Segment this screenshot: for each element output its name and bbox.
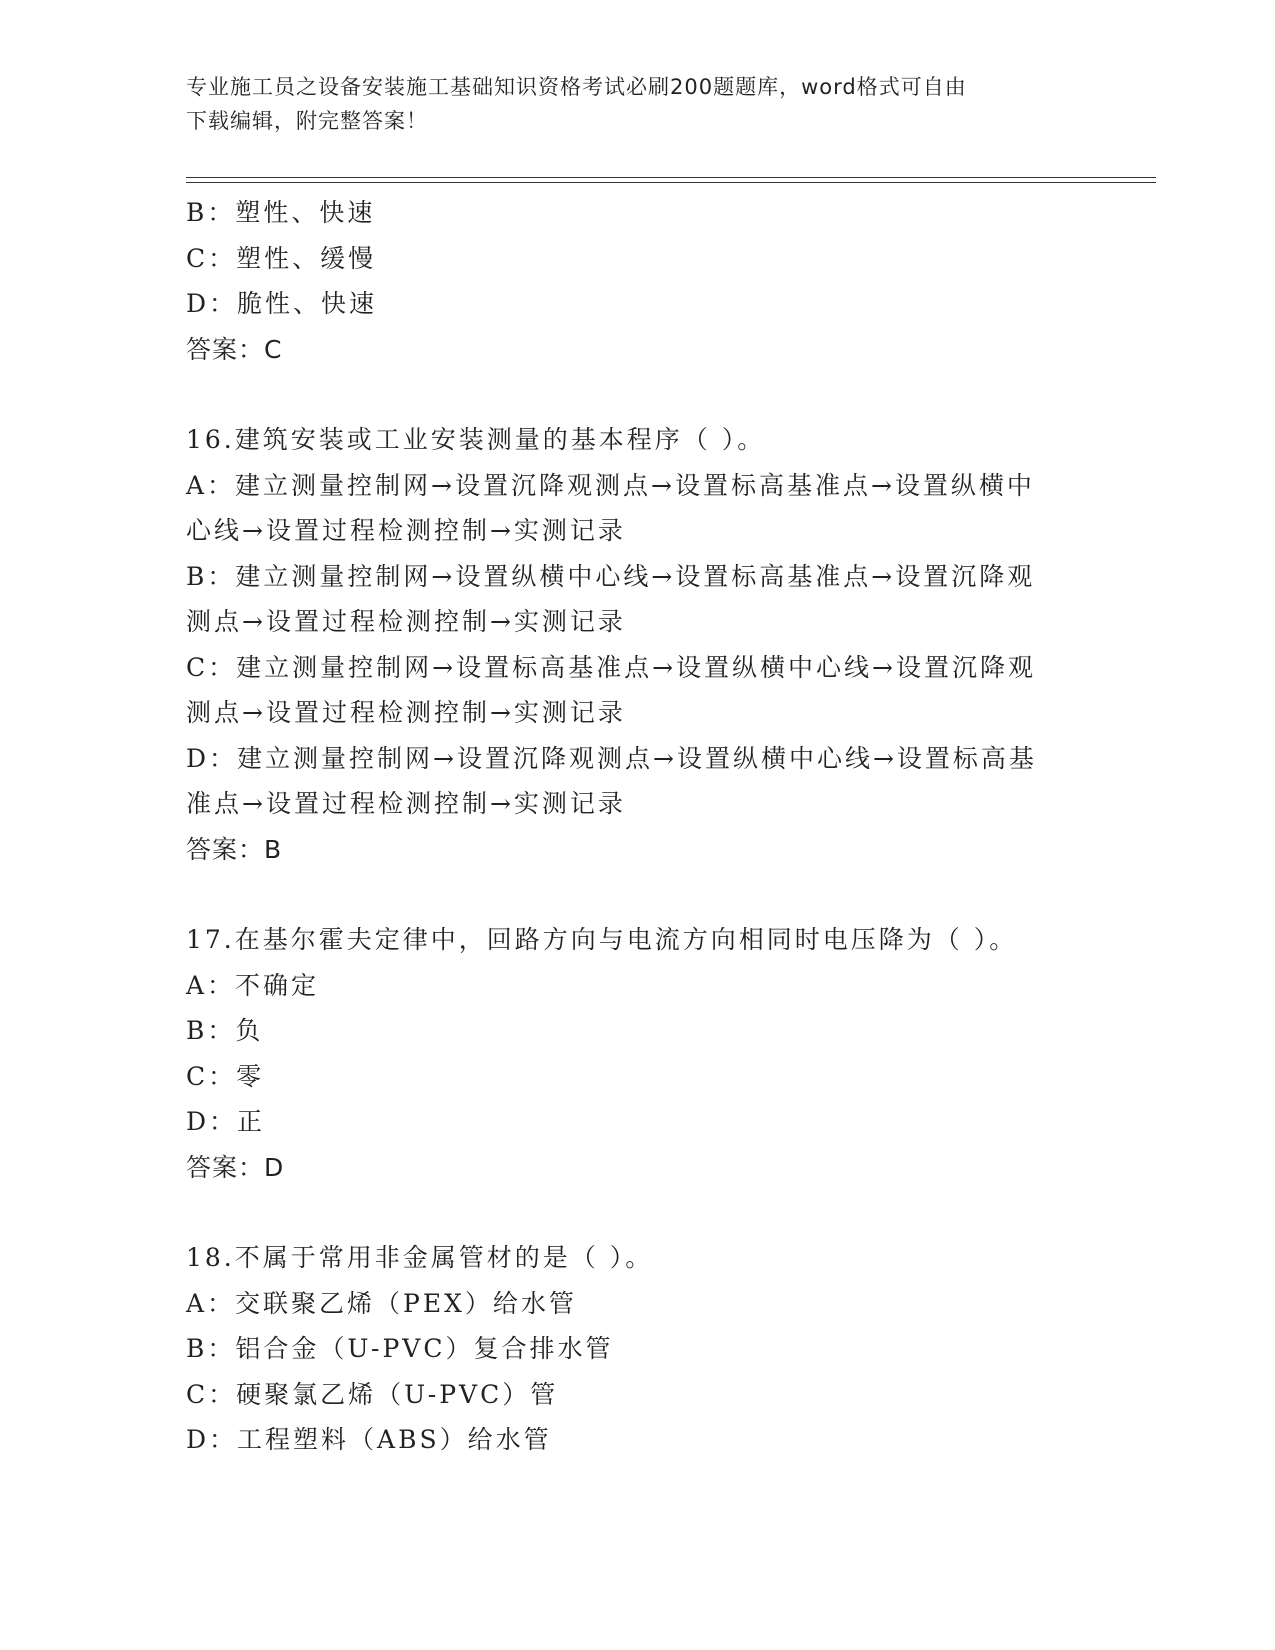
spacer — [186, 872, 1086, 917]
option-d: D：脆性、快速 — [186, 289, 378, 318]
spacer — [186, 372, 1086, 417]
document-header — [186, 70, 1086, 138]
document-body — [186, 190, 1086, 1463]
question-17-block — [186, 917, 1086, 1190]
question-stem: 18.不属于常用非金属管材的是（ ）。 — [186, 1243, 654, 1272]
header-divider-top — [186, 177, 1156, 178]
option-d: D：工程塑料（ABS）给水管 — [186, 1425, 552, 1454]
option-b-cont: 测点→设置过程检测控制→实测记录 — [186, 607, 626, 636]
header-line-1: 专业施工员之设备安装施工基础知识资格考试必刷200题题库，word格式可自由 — [186, 75, 967, 99]
option-c: C：建立测量控制网→设置标高基准点→设置纵横中心线→设置沉降观 — [186, 652, 1036, 682]
option-c: C：塑性、缓慢 — [186, 243, 377, 273]
option-a: A：不确定 — [186, 970, 320, 1000]
option-c: C：零 — [186, 1061, 265, 1091]
option-b: B：铝合金（U-PVC）复合排水管 — [186, 1334, 614, 1363]
question-15-block — [186, 190, 1086, 372]
option-b: B：建立测量控制网→设置纵横中心线→设置标高基准点→设置沉降观 — [186, 561, 1036, 591]
question-stem: 17.在基尔霍夫定律中，回路方向与电流方向相同时电压降为（ ）。 — [186, 925, 1018, 954]
option-d-cont: 准点→设置过程检测控制→实测记录 — [186, 789, 626, 818]
option-c: C：硬聚氯乙烯（U-PVC）管 — [186, 1379, 559, 1409]
option-a: A：建立测量控制网→设置沉降观测点→设置标高基准点→设置纵横中 — [186, 470, 1035, 500]
question-18-block — [186, 1235, 1086, 1463]
answer-line: 答案：D — [186, 1152, 285, 1182]
option-a-cont: 心线→设置过程检测控制→实测记录 — [186, 516, 626, 545]
option-b: B：负 — [186, 1016, 264, 1045]
spacer — [186, 1190, 1086, 1235]
header-line-2: 下载编辑，附完整答案！ — [186, 109, 428, 133]
option-d: D：正 — [186, 1107, 266, 1136]
option-a: A：交联聚乙烯（PEX）给水管 — [186, 1288, 577, 1318]
option-d: D：建立测量控制网→设置沉降观测点→设置纵横中心线→设置标高基 — [186, 743, 1037, 773]
option-b: B：塑性、快速 — [186, 198, 376, 227]
answer-line: 答案：B — [186, 834, 283, 864]
header-divider-bottom — [186, 182, 1156, 183]
answer-line: 答案：C — [186, 334, 283, 364]
question-stem: 16.建筑安装或工业安装测量的基本程序（ ）。 — [186, 425, 766, 454]
question-16-block — [186, 417, 1086, 872]
option-c-cont: 测点→设置过程检测控制→实测记录 — [186, 698, 626, 727]
